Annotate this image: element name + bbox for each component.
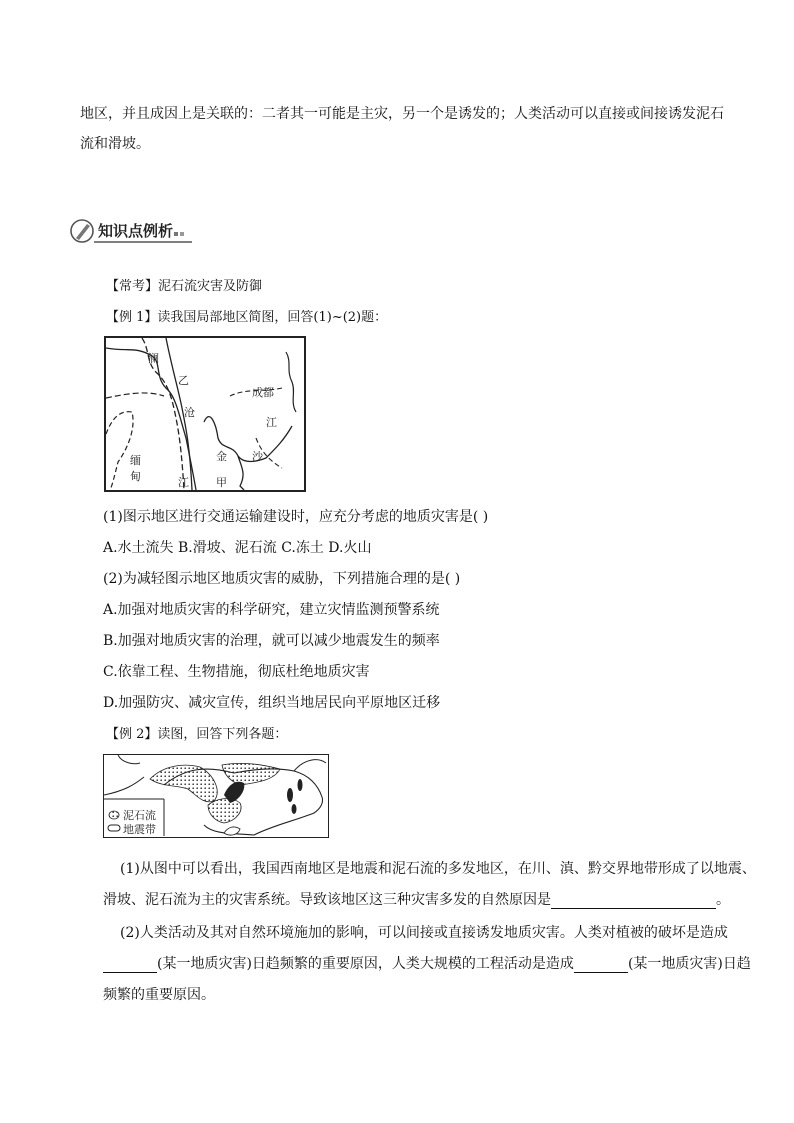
example1-q2-option-b: B.加强对地质灾害的治理，就可以减少地震发生的频率 [103,633,440,649]
example1-q2-option-a: A.加强对地质灾害的科学研究，建立灾情监测预警系统 [103,602,440,618]
answer-blank-1[interactable] [551,892,716,909]
example1-q2-option-c: C.依靠工程、生物措施，彻底杜绝地质灾害 [103,664,370,680]
map-southwest-china [104,336,306,492]
example1-q1-stem: (1)图示地区进行交通运输建设时，应充分考虑的地质灾害是( ) [103,509,489,525]
legend-seismic-belt: 地震带 [123,823,156,836]
example2-q1-line2-end: 。 [716,892,730,908]
map1-label-cang: 沧 [184,406,195,419]
topic-heading: 【常考】泥石流灾害及防御 [106,279,263,294]
example1-prompt: 【例 1】读我国局部地区简图，回答(1)~(2)题： [106,310,388,325]
intro-line-2: 流和滑坡。 [80,136,150,152]
map1-label-jiang2: 江 [178,476,189,489]
answer-blank-2[interactable] [103,956,157,973]
example2-q1-line1: (1)从图中可以看出，我国西南地区是地震和泥石流的多发地区，在川、滇、黔交界地带形成了以地震、 [120,861,756,877]
legend-debris-flow: 泥石流 [123,809,156,822]
example2-q1-line2-text: 滑坡、泥石流为主的灾害系统。导致该地区这三种灾害多发的自然原因是 [103,892,551,908]
example1-q2-stem: (2)为减轻图示地区地质灾害的威胁，下列措施合理的是( ) [103,571,461,587]
map1-label-jiang1: 江 [266,416,277,429]
example2-prompt: 【例 2】读图，回答下列各题： [106,727,288,742]
map1-label-mian: 缅 [130,454,141,467]
example1-q2-option-d: D.加强防灾、减灾宣传，组织当地居民向平原地区迁移 [103,695,441,711]
section-heading [70,218,195,244]
example2-q1-line2 [103,889,730,909]
map1-label-jia: 甲 [216,476,227,489]
map1-label-yi: 乙 [178,374,189,387]
section-title: 知识点例析 [98,222,174,240]
map1-label-lan: 澜 [148,352,159,365]
map-disaster-zones [103,754,329,838]
answer-blank-3[interactable] [574,956,628,973]
map1-label-jin: 金 [216,450,227,463]
example2-q2-line2-end: (某一地质灾害)日趋 [627,956,751,972]
map1-label-dian: 甸 [130,470,141,483]
intro-line-1: 地区，并且成因上是关联的：二者其一可能是主灾，另一个是诱发的；人类活动可以直接或间接诱发泥石 [80,106,724,122]
example2-q2-line2-text: (某一地质灾害)日趋频繁的重要原因，人类大规模的工程活动是造成 [157,956,574,972]
example2-q2-line2 [103,953,751,973]
example1-q1-options: A.水土流失 B.滑坡、泥石流 C.冻土 D.火山 [103,540,372,556]
example2-q2-line3: 频繁的重要原因。 [103,987,215,1003]
example2-q2-line1: (2)人类活动及其对自然环境施加的影响，可以间接或直接诱发地质灾害。人类对植被的破坏是造成 [120,925,728,941]
map1-label-chengdu: 成都 [252,386,274,399]
map1-label-sha: 沙 [252,450,263,463]
